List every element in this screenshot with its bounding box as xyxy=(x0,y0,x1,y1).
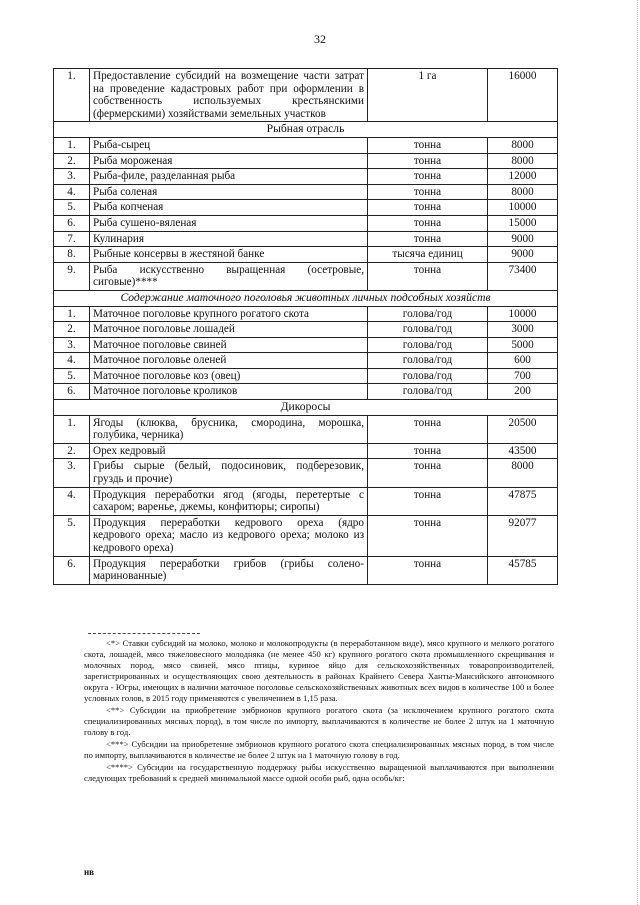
row-unit: тонна xyxy=(368,169,488,185)
row-name: Маточное поголовье оленей xyxy=(90,353,368,369)
row-value: 73400 xyxy=(488,262,558,290)
section-header-row xyxy=(54,400,558,416)
row-value: 600 xyxy=(488,353,558,369)
row-value: 8000 xyxy=(488,153,558,169)
row-value: 200 xyxy=(488,384,558,400)
row-number: 1. xyxy=(54,137,90,153)
row-number: 6. xyxy=(54,556,90,584)
row-value: 47875 xyxy=(488,487,558,515)
table-row xyxy=(54,215,558,231)
footnote-separator xyxy=(88,633,200,634)
row-name: Рыба копченая xyxy=(90,200,368,216)
row-unit: голова/год xyxy=(368,368,488,384)
row-name: Маточное поголовье коз (овец) xyxy=(90,368,368,384)
row-name: Ягоды (клюква, брусника, смородина, морошка, голубика, черника) xyxy=(90,415,368,443)
row-number: 8. xyxy=(54,247,90,263)
table-row xyxy=(54,137,558,153)
row-number: 2. xyxy=(54,322,90,338)
table-row xyxy=(54,169,558,185)
table-row xyxy=(54,231,558,247)
row-number: 4. xyxy=(54,487,90,515)
section-title: Содержание маточного поголовья животных личных подсобных хозяйств xyxy=(54,290,558,306)
row-unit: 1 га xyxy=(368,69,488,122)
row-unit: тонна xyxy=(368,443,488,459)
table-row xyxy=(54,200,558,216)
row-name: Продукция переработки кедрового ореха (ядро кедрового ореха; масло из кедрового ореха; молоко из кедрового ореха) xyxy=(90,515,368,556)
row-unit: тонна xyxy=(368,515,488,556)
row-number: 1. xyxy=(54,306,90,322)
table-row xyxy=(54,415,558,443)
page-number: 32 xyxy=(314,32,326,46)
row-value: 92077 xyxy=(488,515,558,556)
table-row xyxy=(54,247,558,263)
scan-edge-line xyxy=(636,0,638,905)
table-row xyxy=(54,337,558,353)
row-value: 5000 xyxy=(488,337,558,353)
row-number: 3. xyxy=(54,459,90,487)
row-value: 3000 xyxy=(488,322,558,338)
row-unit: тонна xyxy=(368,215,488,231)
row-value: 12000 xyxy=(488,169,558,185)
footnote-2: <**> Субсидии на приобретение эмбрионов крупного рогатого скота (за исключением крупного рогатого скота специализированных мясных пород), в том числе по импорту, выплачиваются в количестве не более 2 штук на 1 маточную голову в год. xyxy=(84,705,554,737)
row-unit: тонна xyxy=(368,137,488,153)
row-name: Маточное поголовье лошадей xyxy=(90,322,368,338)
row-name: Рыба-филе, разделанная рыба xyxy=(90,169,368,185)
row-value: 9000 xyxy=(488,247,558,263)
row-name: Предоставление субсидий на возмещение части затрат на проведение кадастровых работ при оформлении в собственность используемых крестьянскими (фермерскими) хозяйствами земельных участков xyxy=(90,69,368,122)
row-unit: голова/год xyxy=(368,337,488,353)
margin-mark: нв xyxy=(84,867,95,877)
table-row xyxy=(54,443,558,459)
table-row xyxy=(54,556,558,584)
row-number: 2. xyxy=(54,153,90,169)
row-unit: тонна xyxy=(368,487,488,515)
row-number: 3. xyxy=(54,337,90,353)
row-name: Кулинария xyxy=(90,231,368,247)
section-header-row xyxy=(54,290,558,306)
row-number: 3. xyxy=(54,169,90,185)
row-number: 2. xyxy=(54,443,90,459)
subsidy-rates-table xyxy=(53,68,558,585)
row-value: 16000 xyxy=(488,69,558,122)
row-value: 10000 xyxy=(488,200,558,216)
table-row xyxy=(54,69,558,122)
row-name: Рыбные консервы в жестяной банке xyxy=(90,247,368,263)
row-number: 1. xyxy=(54,69,90,122)
row-number: 4. xyxy=(54,184,90,200)
row-value: 43500 xyxy=(488,443,558,459)
row-unit: тонна xyxy=(368,184,488,200)
footnote-4: <****> Субсидии на государственную поддержку рыбы искусственно выращенной выплачиваются при выполнении следующих требований к средней минимальной массе одной особи рыб, одна особь/кг: xyxy=(84,762,554,783)
table-row xyxy=(54,384,558,400)
footnote-3: <***> Субсидии на приобретение эмбрионов крупного рогатого скота специализированных мясных пород, в том числе по импорту, выплачиваются в количестве не более 2 штук на 1 маточную голову в год. xyxy=(84,739,554,760)
table-row xyxy=(54,322,558,338)
table-row xyxy=(54,262,558,290)
table-row xyxy=(54,487,558,515)
row-name: Маточное поголовье кроликов xyxy=(90,384,368,400)
row-unit: голова/год xyxy=(368,353,488,369)
table-row xyxy=(54,353,558,369)
row-number: 6. xyxy=(54,215,90,231)
row-unit: тонна xyxy=(368,556,488,584)
footnotes xyxy=(84,638,554,785)
table-row xyxy=(54,153,558,169)
row-value: 8000 xyxy=(488,137,558,153)
row-name: Рыба-сырец xyxy=(90,137,368,153)
row-unit: тысяча единиц xyxy=(368,247,488,263)
row-number: 7. xyxy=(54,231,90,247)
row-number: 1. xyxy=(54,415,90,443)
row-value: 8000 xyxy=(488,184,558,200)
row-unit: тонна xyxy=(368,153,488,169)
row-number: 6. xyxy=(54,384,90,400)
row-name: Рыба сушено-вяленая xyxy=(90,215,368,231)
row-value: 9000 xyxy=(488,231,558,247)
row-unit: голова/год xyxy=(368,322,488,338)
row-unit: голова/год xyxy=(368,306,488,322)
row-unit: тонна xyxy=(368,231,488,247)
row-unit: голова/год xyxy=(368,384,488,400)
row-name: Грибы сырые (белый, подосиновик, подберезовик, груздь и прочие) xyxy=(90,459,368,487)
row-value: 45785 xyxy=(488,556,558,584)
row-value: 10000 xyxy=(488,306,558,322)
row-number: 5. xyxy=(54,368,90,384)
table-row xyxy=(54,306,558,322)
row-name: Орех кедровый xyxy=(90,443,368,459)
row-value: 15000 xyxy=(488,215,558,231)
row-value: 8000 xyxy=(488,459,558,487)
row-name: Рыба мороженая xyxy=(90,153,368,169)
row-unit: тонна xyxy=(368,459,488,487)
section-title: Дикоросы xyxy=(54,400,558,416)
table-row xyxy=(54,368,558,384)
row-name: Маточное поголовье крупного рогатого скота xyxy=(90,306,368,322)
section-header-row xyxy=(54,122,558,138)
row-unit: тонна xyxy=(368,415,488,443)
row-number: 5. xyxy=(54,200,90,216)
row-value: 700 xyxy=(488,368,558,384)
row-name: Рыба искусственно выращенная (осетровые, сиговые)**** xyxy=(90,262,368,290)
row-unit: тонна xyxy=(368,262,488,290)
footnote-1: <*> Ставки субсидий на молоко, молоко и молокопродукты (в переработанном виде), мясо крупного и мелкого рогатого скота, лошадей, мясо тяжеловесного молодняка (не менее 450 кг) крупного рогатого скота промышленного скрещивания и молочных пород, мясо свиней, мясо птицы, куриное яйцо для сельскохозяйственных товаропроизводителей, зарегистрированных и осуществляющих свою деятельность в районах Крайнего Севера Ханты-Мансийского автономного округа - Югры, имеющих в наличии маточное поголовье сельскохозяйственных животных всех видов в количестве 100 и более условных голов, в 2015 году применяются с увеличением в 1,15 раза. xyxy=(84,638,554,703)
row-name: Продукция переработки грибов (грибы солено-маринованные) xyxy=(90,556,368,584)
row-number: 4. xyxy=(54,353,90,369)
table-row xyxy=(54,515,558,556)
row-name: Продукция переработки ягод (ягоды, перетертые с сахаром; варенье, джемы, конфитюры; сиропы) xyxy=(90,487,368,515)
row-name: Маточное поголовье свиней xyxy=(90,337,368,353)
row-name: Рыба соленая xyxy=(90,184,368,200)
table-row xyxy=(54,184,558,200)
row-number: 9. xyxy=(54,262,90,290)
row-number: 5. xyxy=(54,515,90,556)
table-row xyxy=(54,459,558,487)
section-title: Рыбная отрасль xyxy=(54,122,558,138)
row-unit: тонна xyxy=(368,200,488,216)
row-value: 20500 xyxy=(488,415,558,443)
